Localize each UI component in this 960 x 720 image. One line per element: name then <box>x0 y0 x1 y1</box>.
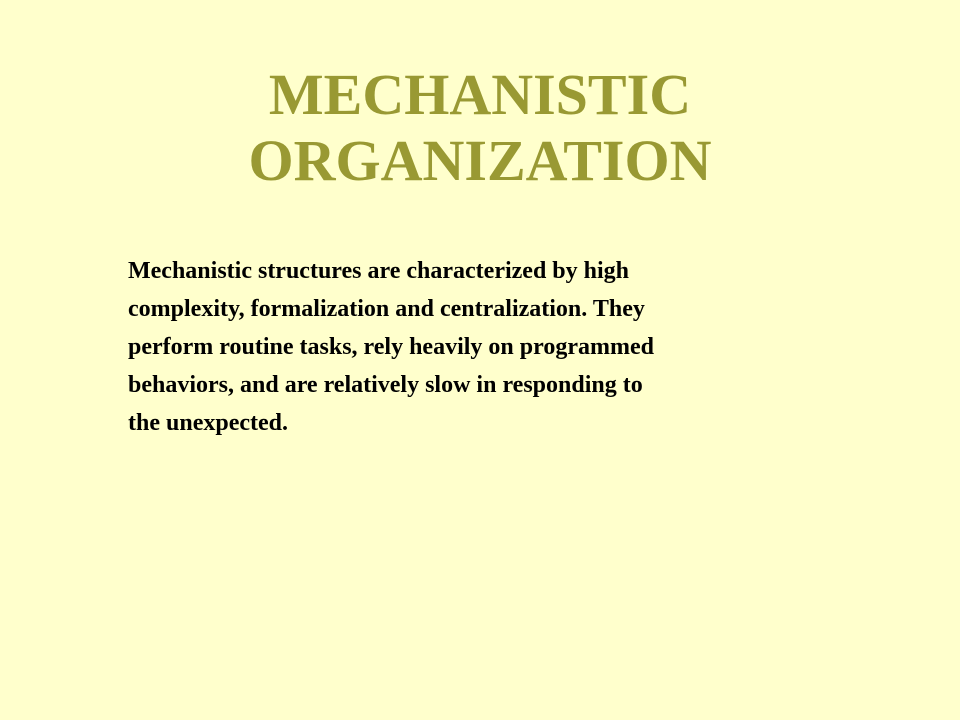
body-line: Mechanistic structures are characterized by high <box>128 258 630 284</box>
body-line: the unexpected. <box>128 410 288 436</box>
slide-title-line: MECHANISTIC <box>268 62 692 127</box>
body-line: behaviors, and are relatively slow in responding to <box>128 372 643 398</box>
slide-title <box>0 62 960 194</box>
slide-body-paragraph <box>128 252 848 442</box>
body-line: perform routine tasks, rely heavily on programmed <box>128 334 654 360</box>
slide-title-line: ORGANIZATION <box>248 128 712 193</box>
body-line: complexity, formalization and centralization. They <box>128 296 645 322</box>
